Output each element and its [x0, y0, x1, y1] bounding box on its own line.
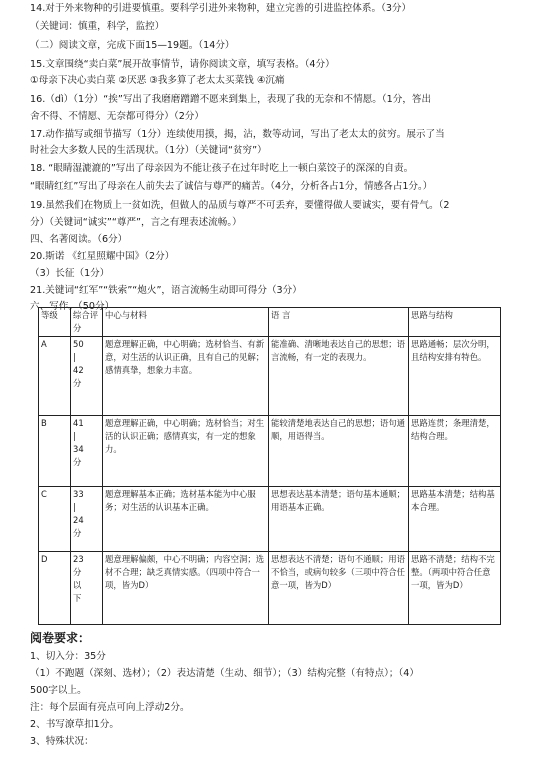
requirement-item: 注：每个层面有亮点可向上浮动2分。	[30, 702, 190, 713]
answer-19: 19.虽然我们在物质上一贫如洗，但做人的品质与尊严不可丢弃，要懂得做人要诚实，要有骨气。（2	[30, 200, 450, 211]
table-row	[39, 551, 501, 624]
language-cell: 能较清楚地表达自己的思想；语句通顺，用语得当。	[269, 416, 409, 487]
table-row	[39, 416, 501, 487]
grade-cell: D	[39, 551, 71, 624]
requirement-item: 2、书写潦草扣1分。	[30, 719, 119, 730]
answer-18-cont: “眼睛红红”写出了母亲在人前失去了诚信与尊严的痛苦。（4分，分析各占1分，情感各占1分。）	[30, 181, 433, 192]
table-row	[39, 337, 501, 416]
section-2-heading: （二）阅读文章，完成下面15—19题。（14分）	[30, 40, 235, 51]
language-cell: 思想表达基本清楚；语句基本通顺；用语基本正确。	[269, 487, 409, 552]
header-score: 综合评分	[71, 308, 103, 337]
header-grade: 等级	[39, 308, 71, 337]
requirement-item: 1、切入分：35分	[30, 651, 106, 662]
language-cell: 思想表达不清楚；语句不通顺；用语不恰当，或病句较多（三项中符合任意一项，皆为D）	[269, 551, 409, 624]
header-structure: 思路与结构	[409, 308, 501, 337]
content-cell: 题意理解正确，中心明确；选材恰当、有新意，对生活的认识正确，且有自己的见解；感情真挚，想象力丰富。	[103, 337, 269, 416]
score-cell: 33 | 24 分	[71, 487, 103, 552]
section-6-heading: 六、写作。（50分）	[30, 301, 115, 312]
table-header-row	[39, 308, 501, 337]
structure-cell: 思路通畅；层次分明，且结构安排有特色。	[409, 337, 501, 416]
answer-16: 16.（dì）（1分）“挨”写出了我磨磨蹭蹭不愿来到集上，表现了我的无奈和不情愿。（1分，答出	[30, 94, 432, 105]
answer-20-3: （3）长征（1分）	[30, 268, 110, 279]
requirements-title: 阅卷要求：	[30, 631, 91, 645]
answer-14-keywords: （关键词：慎重，科学，监控）	[30, 21, 165, 32]
answer-18: 18. “眼睛湿漉漉的”写出了母亲因为不能让孩子在过年时吃上一顿白菜饺子的深深的自责。	[30, 163, 414, 174]
score-cell: 50 | 42 分	[71, 337, 103, 416]
answer-14: 14.对于外来物种的引进要慎重。要科学引进外来物种，建立完善的引进监控体系。（3分）	[30, 3, 412, 14]
grading-table	[38, 307, 501, 625]
structure-cell: 思路连贯；条理清楚，结构合理。	[409, 416, 501, 487]
content-cell: 题意理解正确，中心明确；选材恰当；对生活的认识正确；感情真实，有一定的想象力。	[103, 416, 269, 487]
answer-17: 17.动作描写或细节描写（1分）连续使用摸，揭，沾，数等动词，写出了老太太的贫穷。展示了当	[30, 129, 445, 140]
table-row	[39, 487, 501, 552]
header-content: 中心与材料	[103, 308, 269, 337]
requirement-item: 3、特殊状况：	[30, 736, 94, 747]
requirement-item: 500字以上。	[30, 685, 87, 696]
grade-cell: A	[39, 337, 71, 416]
content-cell: 题意理解偏颇，中心不明确；内容空洞；选材不合理；缺乏真情实感。（四项中符合一项，皆为D）	[103, 551, 269, 624]
requirement-item: （1）不跑题（深刻、选材）；（2）表达清楚（生动、细节）；（3）结构完整（有特点）；（4）	[30, 668, 419, 679]
section-4-heading: 四、名著阅读。（6分）	[30, 234, 128, 245]
structure-cell: 思路不清楚；结构不完整。（两项中符合任意一项，皆为D）	[409, 551, 501, 624]
answer-17-cont: 时社会大多数人民的生活现状。（1分）（关键词“贫穷”）	[30, 145, 267, 156]
score-cell: 23 分 以 下	[71, 551, 103, 624]
answer-15-items: ①母亲下决心卖白菜 ②厌恶 ③我多算了老太太买菜钱 ④沉痛	[30, 75, 285, 86]
answer-15: 15.文章围绕“卖白菜”展开故事情节，请你阅读文章，填写表格。（4分）	[30, 59, 335, 70]
answer-19-cont: 分）（关键词“诚实”“尊严”，言之有理表述流畅。）	[30, 217, 242, 228]
answer-20: 20.斯诺 《红星照耀中国》（2分）	[30, 251, 175, 262]
answer-16-cont: 舍不得、不情愿、无奈都可得分）（2分）	[30, 111, 204, 122]
grade-cell: B	[39, 416, 71, 487]
answer-21: 21.关键词“红军”“铁索”“炮火”，语言流畅生动即可得分（3分）	[30, 285, 302, 296]
content-cell: 题意理解基本正确；选材基本能为中心服务；对生活的认识基本正确。	[103, 487, 269, 552]
score-cell: 41 | 34 分	[71, 416, 103, 487]
grade-cell: C	[39, 487, 71, 552]
language-cell: 能准确、清晰地表达自己的思想；语言流畅，有一定的表现力。	[269, 337, 409, 416]
header-language: 语 言	[269, 308, 409, 337]
structure-cell: 思路基本清楚；结构基本合理。	[409, 487, 501, 552]
